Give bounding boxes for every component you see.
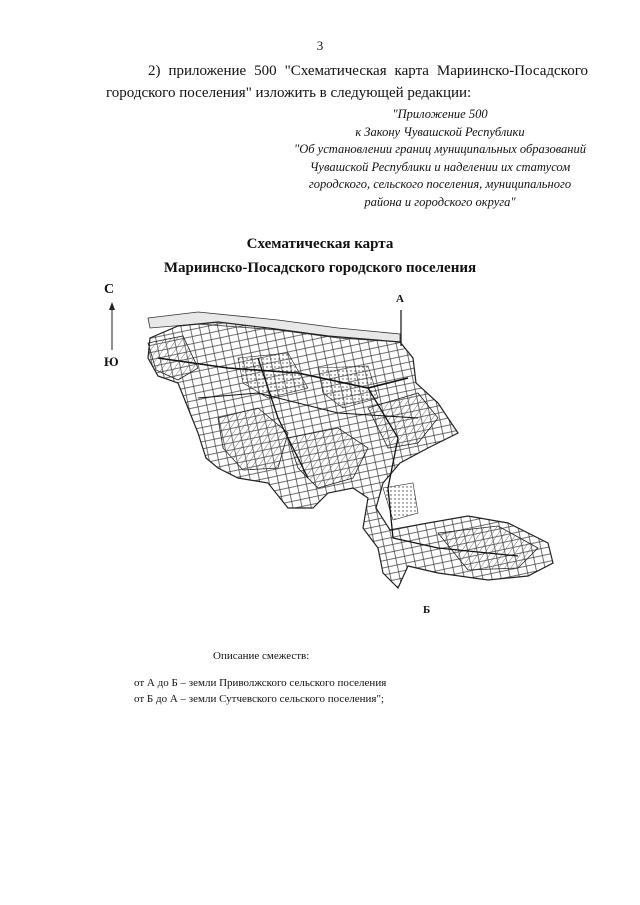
compass-south-label: Ю xyxy=(104,354,119,369)
north-arrow-icon xyxy=(100,300,124,354)
quote-line: района и городского округа" xyxy=(364,194,516,209)
map-title-line-2: Мариинско-Посадского городского поселения xyxy=(163,260,477,276)
quote-line: к Закону Чувашской Республики xyxy=(355,124,525,139)
compass-north-label: С xyxy=(104,282,115,297)
appendix-quote xyxy=(270,106,610,211)
quote-line: Чувашской Республики и наделении их статусом xyxy=(309,159,571,174)
adjacency-line-1: от А до Б – земли Приволжского сельского поселения xyxy=(134,677,387,689)
paragraph-line-1: 2) приложение 500 "Схематическая карта Мариинско-Посадского xyxy=(148,63,588,79)
quote-line: городского, сельского поселения, муниципального xyxy=(308,177,572,191)
paragraph-line-2: городского поселения" изложить в следующей редакции: xyxy=(106,85,472,101)
quote-line: "Приложение 500 xyxy=(392,107,488,121)
adjacency-line-2: от Б до А – земли Сутчевского сельского поселения"; xyxy=(134,693,385,705)
settlement-map xyxy=(138,298,598,598)
adjacency-title: Описание смежеств: xyxy=(213,650,310,662)
point-b-label: Б xyxy=(423,604,431,616)
quote-line: "Об установлении границ муниципальных образований xyxy=(293,142,586,156)
page-number: 3 xyxy=(316,38,324,53)
map-title-line-1: Схематическая карта xyxy=(246,236,394,252)
compass xyxy=(100,282,130,382)
point-a-label: А xyxy=(396,293,404,305)
